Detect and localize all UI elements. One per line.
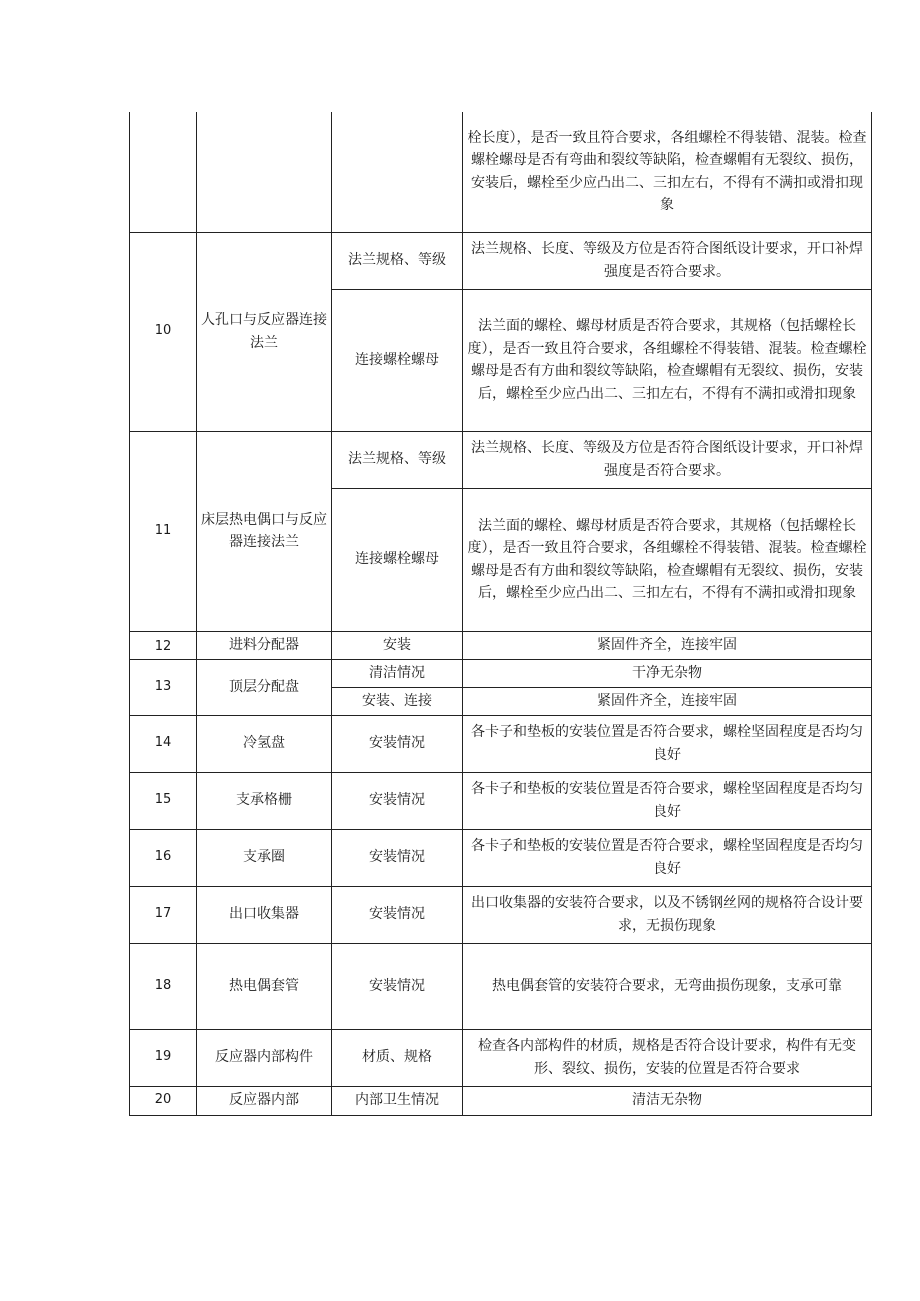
- part-name: 冷氢盘: [197, 715, 332, 772]
- requirement-cell: 检查各内部构件的材质，规格是否符合设计要求，构件有无变形、裂纹、损伤，安装的位置是否符合要求: [463, 1029, 872, 1086]
- requirement-cell: 各卡子和垫板的安装位置是否符合要求，螺栓坚固程度是否均匀良好: [463, 715, 872, 772]
- part-name: 床层热电偶口与反应器连接法兰: [197, 431, 332, 631]
- inspection-item: 安装、连接: [332, 687, 463, 715]
- inspection-item: 连接螺栓螺母: [332, 488, 463, 631]
- part-name: 出口收集器: [197, 886, 332, 943]
- requirement-cell: 法兰规格、长度、等级及方位是否符合图纸设计要求，开口补焊强度是否符合要求。: [463, 232, 872, 289]
- part-name: 反应器内部: [197, 1086, 332, 1115]
- table-row: [130, 659, 872, 687]
- inspection-item: 材质、规格: [332, 1029, 463, 1086]
- inspection-item: 安装情况: [332, 772, 463, 829]
- part-name: 顶层分配盘: [197, 659, 332, 715]
- requirement-cell: 栓长度），是否一致且符合要求，各组螺栓不得装错、混装。检查螺栓螺母是否有弯曲和裂纹等缺陷，检查螺帽有无裂纹、损伤，安装后，螺栓至少应凸出二、三扣左右，不得有不满扣或滑扣现象: [463, 112, 872, 232]
- inspection-table: [129, 112, 872, 1116]
- requirement-cell: 紧固件齐全，连接牢固: [463, 631, 872, 659]
- table-row: [130, 1029, 872, 1086]
- requirement-cell: 出口收集器的安装符合要求，以及不锈钢丝网的规格符合设计要求，无损伤现象: [463, 886, 872, 943]
- row-number: 14: [130, 715, 197, 772]
- table-row: [130, 715, 872, 772]
- table-row: [130, 943, 872, 1029]
- row-number: 16: [130, 829, 197, 886]
- row-number: 10: [130, 232, 197, 431]
- inspection-item: 安装情况: [332, 886, 463, 943]
- inspection-item: 安装: [332, 631, 463, 659]
- inspection-item: 连接螺栓螺母: [332, 289, 463, 431]
- table-row: [130, 829, 872, 886]
- requirement-cell: 紧固件齐全，连接牢固: [463, 687, 872, 715]
- requirement-cell: 各卡子和垫板的安装位置是否符合要求，螺栓坚固程度是否均匀良好: [463, 772, 872, 829]
- requirement-cell: 法兰规格、长度、等级及方位是否符合图纸设计要求，开口补焊强度是否符合要求。: [463, 431, 872, 488]
- table-row: [130, 886, 872, 943]
- part-name: 反应器内部构件: [197, 1029, 332, 1086]
- row-number: 20: [130, 1086, 197, 1115]
- row-number: 18: [130, 943, 197, 1029]
- row-number: 11: [130, 431, 197, 631]
- table-row: [130, 232, 872, 289]
- row-number: 19: [130, 1029, 197, 1086]
- part-name: 支承格栅: [197, 772, 332, 829]
- requirement-cell: 法兰面的螺栓、螺母材质是否符合要求，其规格（包括螺栓长度），是否一致且符合要求，各组螺栓不得装错、混装。检查螺栓螺母是否有方曲和裂纹等缺陷，检查螺帽有无裂纹、损伤，安装后，螺栓至少应凸出二、三扣左右，不得有不满扣或滑扣现象: [463, 289, 872, 431]
- part-cell: [197, 112, 332, 232]
- inspection-item: 法兰规格、等级: [332, 431, 463, 488]
- row-number: 12: [130, 631, 197, 659]
- inspection-item: 安装情况: [332, 715, 463, 772]
- requirement-cell: 各卡子和垫板的安装位置是否符合要求，螺栓坚固程度是否均匀良好: [463, 829, 872, 886]
- row-number: 13: [130, 659, 197, 715]
- inspection-item: 内部卫生情况: [332, 1086, 463, 1115]
- item-cell: [332, 112, 463, 232]
- requirement-cell: 热电偶套管的安装符合要求，无弯曲损伤现象，支承可靠: [463, 943, 872, 1029]
- row-number: 17: [130, 886, 197, 943]
- row-number: 15: [130, 772, 197, 829]
- requirement-cell: 干净无杂物: [463, 659, 872, 687]
- table-row: [130, 772, 872, 829]
- part-name: 人孔口与反应器连接法兰: [197, 232, 332, 431]
- part-name: 热电偶套管: [197, 943, 332, 1029]
- table-row-continued: [130, 112, 872, 232]
- table-row: [130, 1086, 872, 1115]
- inspection-item: 安装情况: [332, 829, 463, 886]
- inspection-item: 清洁情况: [332, 659, 463, 687]
- inspection-item: 法兰规格、等级: [332, 232, 463, 289]
- part-name: 支承圈: [197, 829, 332, 886]
- no-cell: [130, 112, 197, 232]
- table-row: [130, 631, 872, 659]
- table-row: [130, 431, 872, 488]
- inspection-item: 安装情况: [332, 943, 463, 1029]
- part-name: 进料分配器: [197, 631, 332, 659]
- requirement-cell: 法兰面的螺栓、螺母材质是否符合要求，其规格（包括螺栓长度），是否一致且符合要求，各组螺栓不得装错、混装。检查螺栓螺母是否有方曲和裂纹等缺陷，检查螺帽有无裂纹、损伤，安装后，螺栓至少应凸出二、三扣左右，不得有不满扣或滑扣现象: [463, 488, 872, 631]
- requirement-cell: 清洁无杂物: [463, 1086, 872, 1115]
